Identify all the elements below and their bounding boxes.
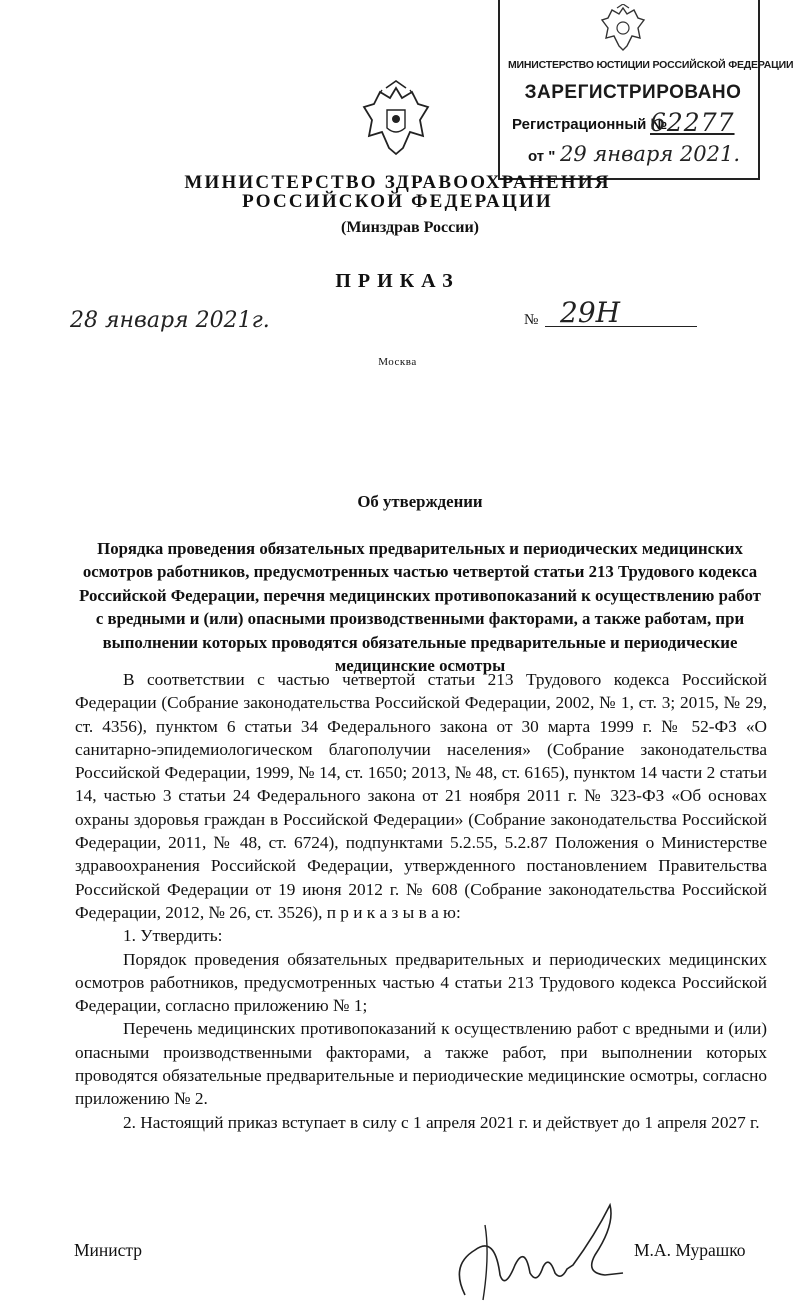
coat-of-arms-icon [600, 4, 646, 52]
document-type: ПРИКАЗ [335, 270, 460, 292]
signatory-title: Министр [74, 1240, 143, 1260]
body-paragraph: В соответствии с частью четвертой статьи 213 Трудового кодекса Российской Федерации (Собрание законодательства Российской Федерации, 2002, № 1, ст. 3; 2015, № 29, ст. 4356), пунктом 6 статьи 34 Федерального закона от 30 марта 1999 г. № 52-ФЗ «О санитарно-эпидемиологическом благополучии населения» (Собрание законодательства Российской Федерации, 1999, № 14, ст. 1650; 2013, № 48, ст. 6165), пунктом 14 части 2 статьи 14, частью 3 статьи 24 Федерального закона от 21 ноября 2011 г. № 323-ФЗ «Об основах охраны здоровья граждан в Российской Федерации» (Собрание законодательства Российской Федерации, 2011, № 48, ст. 6724), подпунктами 5.2.55, 5.2.87 Положения о Министерстве здравоохранения Российской Федерации, утвержденного постановлением Правительства Российской Федерации от 19 июня 2012 г. № 608 (Собрание законодательства Российской Федерации, 2012, № 26, ст. 3526), п р и к а з ы в а ю: [75, 670, 767, 922]
body-paragraph: Перечень медицинских противопоказаний к осуществлению работ с вредными и (или) опасными производственными факторами, а также работ, при выполнении которых проводятся обязательные предварительные и периодические медицинские осмотры, согласно приложению № 2. [75, 1019, 767, 1109]
registration-stamp [498, 0, 794, 180]
stamp-reg-label: Регистрационный № [512, 116, 668, 133]
heading-intro: Об утверждении [357, 491, 483, 511]
document-body [75, 668, 767, 1134]
stamp-date-label: от " [528, 148, 556, 165]
stamp-reg-number: 62277 [650, 108, 735, 137]
document-heading [75, 466, 765, 701]
signatory-name: М.А. Мурашко [634, 1240, 746, 1260]
stamp-status: ЗАРЕГИСТРИРОВАНО [524, 82, 742, 103]
ministry-name-line1: МИНИСТЕРСТВО ЗДРАВООХРАНЕНИЯ [184, 172, 611, 193]
stamp-ministry: МИНИСТЕРСТВО ЮСТИЦИИ РОССИЙСКОЙ ФЕДЕРАЦИИ [508, 59, 794, 71]
body-paragraph: 2. Настоящий приказ вступает в силу с 1 апреля 2021 г. и действует до 1 апреля 2027 г. [123, 1112, 760, 1132]
city: Москва [378, 356, 417, 368]
stamp-date: 29 января 2021. [560, 142, 741, 166]
ministry-name-line2: РОССИЙСКОЙ ФЕДЕРАЦИИ [242, 191, 553, 212]
body-paragraph: 1. Утвердить: [123, 926, 223, 946]
ministry-short-name: (Минздрав России) [341, 219, 479, 236]
handwritten-signature [445, 1195, 625, 1305]
heading-text: Порядка проведения обязательных предварительных и периодических медицинских осмотров работников, предусмотренных частью четвертой статьи 213 Трудового кодекса Российской Федерации, перечня медицинских противопоказаний к осуществлению работ с вредными и (или) опасными производственными факторами, а также работам, при выполнении которых проводятся обязательные предварительные и периодические медицинские осмотры [79, 538, 761, 675]
order-number-label: № [524, 312, 539, 328]
coat-of-arms-icon [360, 80, 432, 158]
order-date: 28 января 2021г. [70, 308, 270, 333]
order-number: 29Н [560, 296, 621, 329]
body-paragraph: Порядок проведения обязательных предварительных и периодических медицинских осмотров работников, предусмотренных частью 4 статьи 213 Трудового кодекса Российской Федерации, согласно приложению № 1; [75, 949, 767, 1016]
